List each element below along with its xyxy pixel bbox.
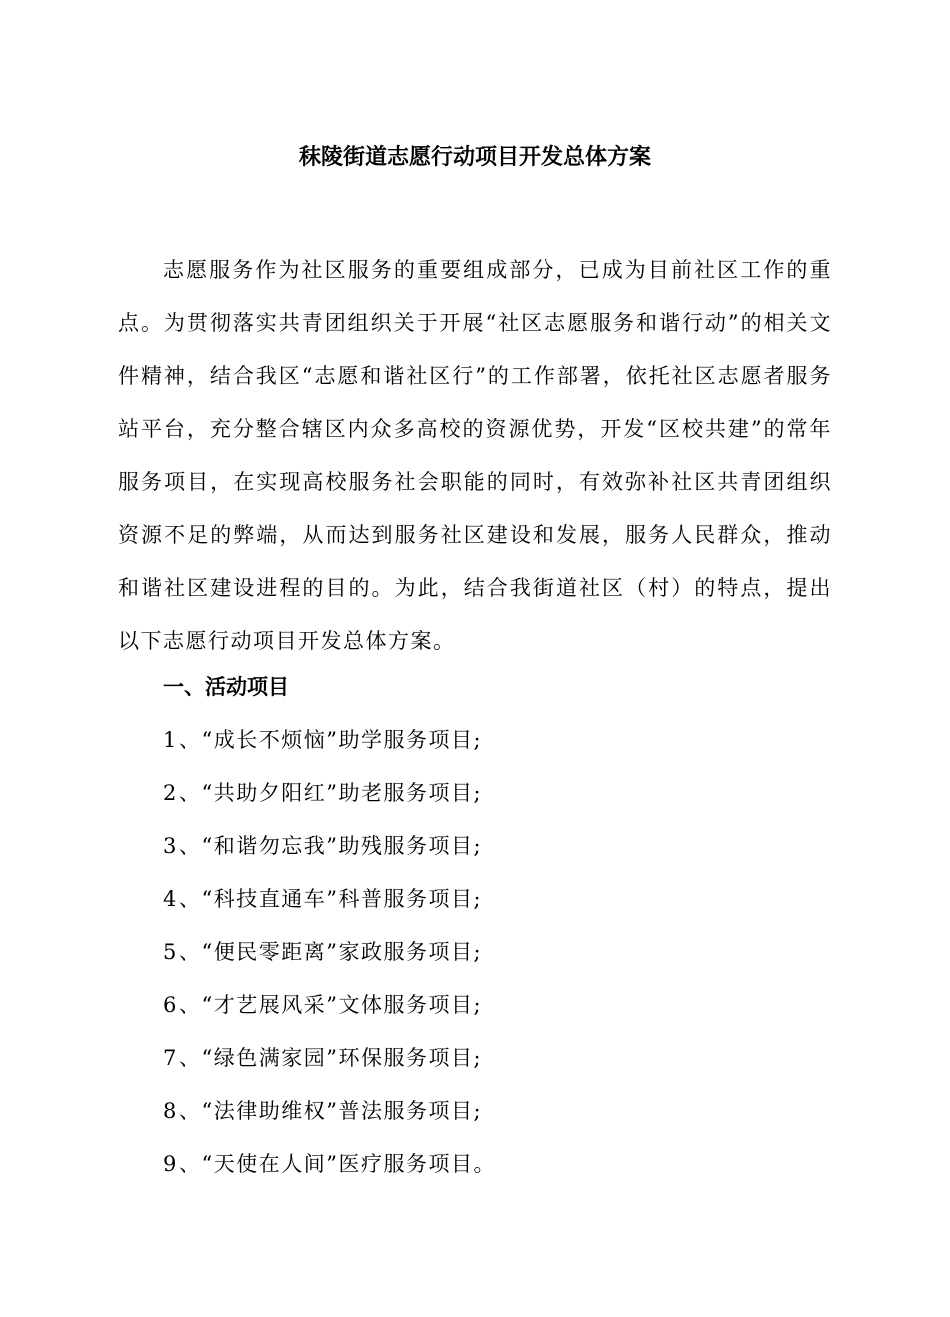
list-item — [163, 1144, 496, 1197]
item-text: “科技直通车”科普服务项目; — [201, 887, 483, 911]
list-item — [163, 720, 496, 773]
item-separator: 、 — [179, 887, 202, 911]
item-number: 9 — [163, 1152, 178, 1176]
item-separator: 、 — [179, 940, 202, 964]
list-item — [163, 879, 496, 932]
list-item — [163, 773, 496, 826]
item-text: “绿色满家园”环保服务项目; — [201, 1046, 483, 1070]
list-item — [163, 1091, 496, 1144]
list-item — [163, 932, 496, 985]
item-text: “才艺展风采”文体服务项目; — [201, 993, 483, 1017]
list-item — [163, 826, 496, 879]
item-separator: 、 — [179, 781, 202, 805]
item-separator: 、 — [179, 728, 202, 752]
list-item — [163, 1038, 496, 1091]
item-number: 1 — [163, 728, 178, 752]
item-text: “成长不烦恼”助学服务项目; — [201, 728, 483, 752]
item-separator: 、 — [179, 834, 202, 858]
item-text: “法律助维权”普法服务项目; — [201, 1099, 483, 1123]
intro-paragraph: 志愿服务作为社区服务的重要组成部分，已成为目前社区工作的重点。为贯彻落实共青团组织关于开展“社区志愿服务和谐行动”的相关文件精神，结合我区“志愿和谐社区行”的工作部署，依托社区志愿者服务站平台，充分整合辖区内众多高校的资源优势，开发“区校共建”的常年服务项目，在实现高校服务社会职能的同时，有效弥补社区共青团组织资源不足的弊端，从而达到服务社区建设和发展，服务人民群众，推动和谐社区建设进程的目的。为此，结合我街道社区（村）的特点，提出以下志愿行动项目开发总体方案。 — [118, 258, 832, 653]
item-text: “天使在人间”医疗服务项目。 — [201, 1152, 496, 1176]
item-number: 2 — [163, 781, 178, 805]
item-number: 3 — [163, 834, 178, 858]
document-title: 秣陵街道志愿行动项目开发总体方案 — [298, 145, 651, 170]
item-number: 5 — [163, 940, 178, 964]
item-number: 4 — [163, 887, 178, 911]
item-text: “便民零距离”家政服务项目; — [201, 940, 483, 964]
item-separator: 、 — [179, 1099, 202, 1123]
item-separator: 、 — [179, 993, 202, 1017]
item-number: 7 — [163, 1046, 178, 1070]
item-number: 6 — [163, 993, 178, 1017]
item-number: 8 — [163, 1099, 178, 1123]
item-text: “和谐勿忘我”助残服务项目; — [201, 834, 483, 858]
item-separator: 、 — [179, 1046, 202, 1070]
list-item — [163, 985, 496, 1038]
item-separator: 、 — [179, 1152, 202, 1176]
section-heading: 一、活动项目 — [163, 675, 289, 699]
project-list — [163, 720, 496, 1197]
item-text: “共助夕阳红”助老服务项目; — [201, 781, 483, 805]
